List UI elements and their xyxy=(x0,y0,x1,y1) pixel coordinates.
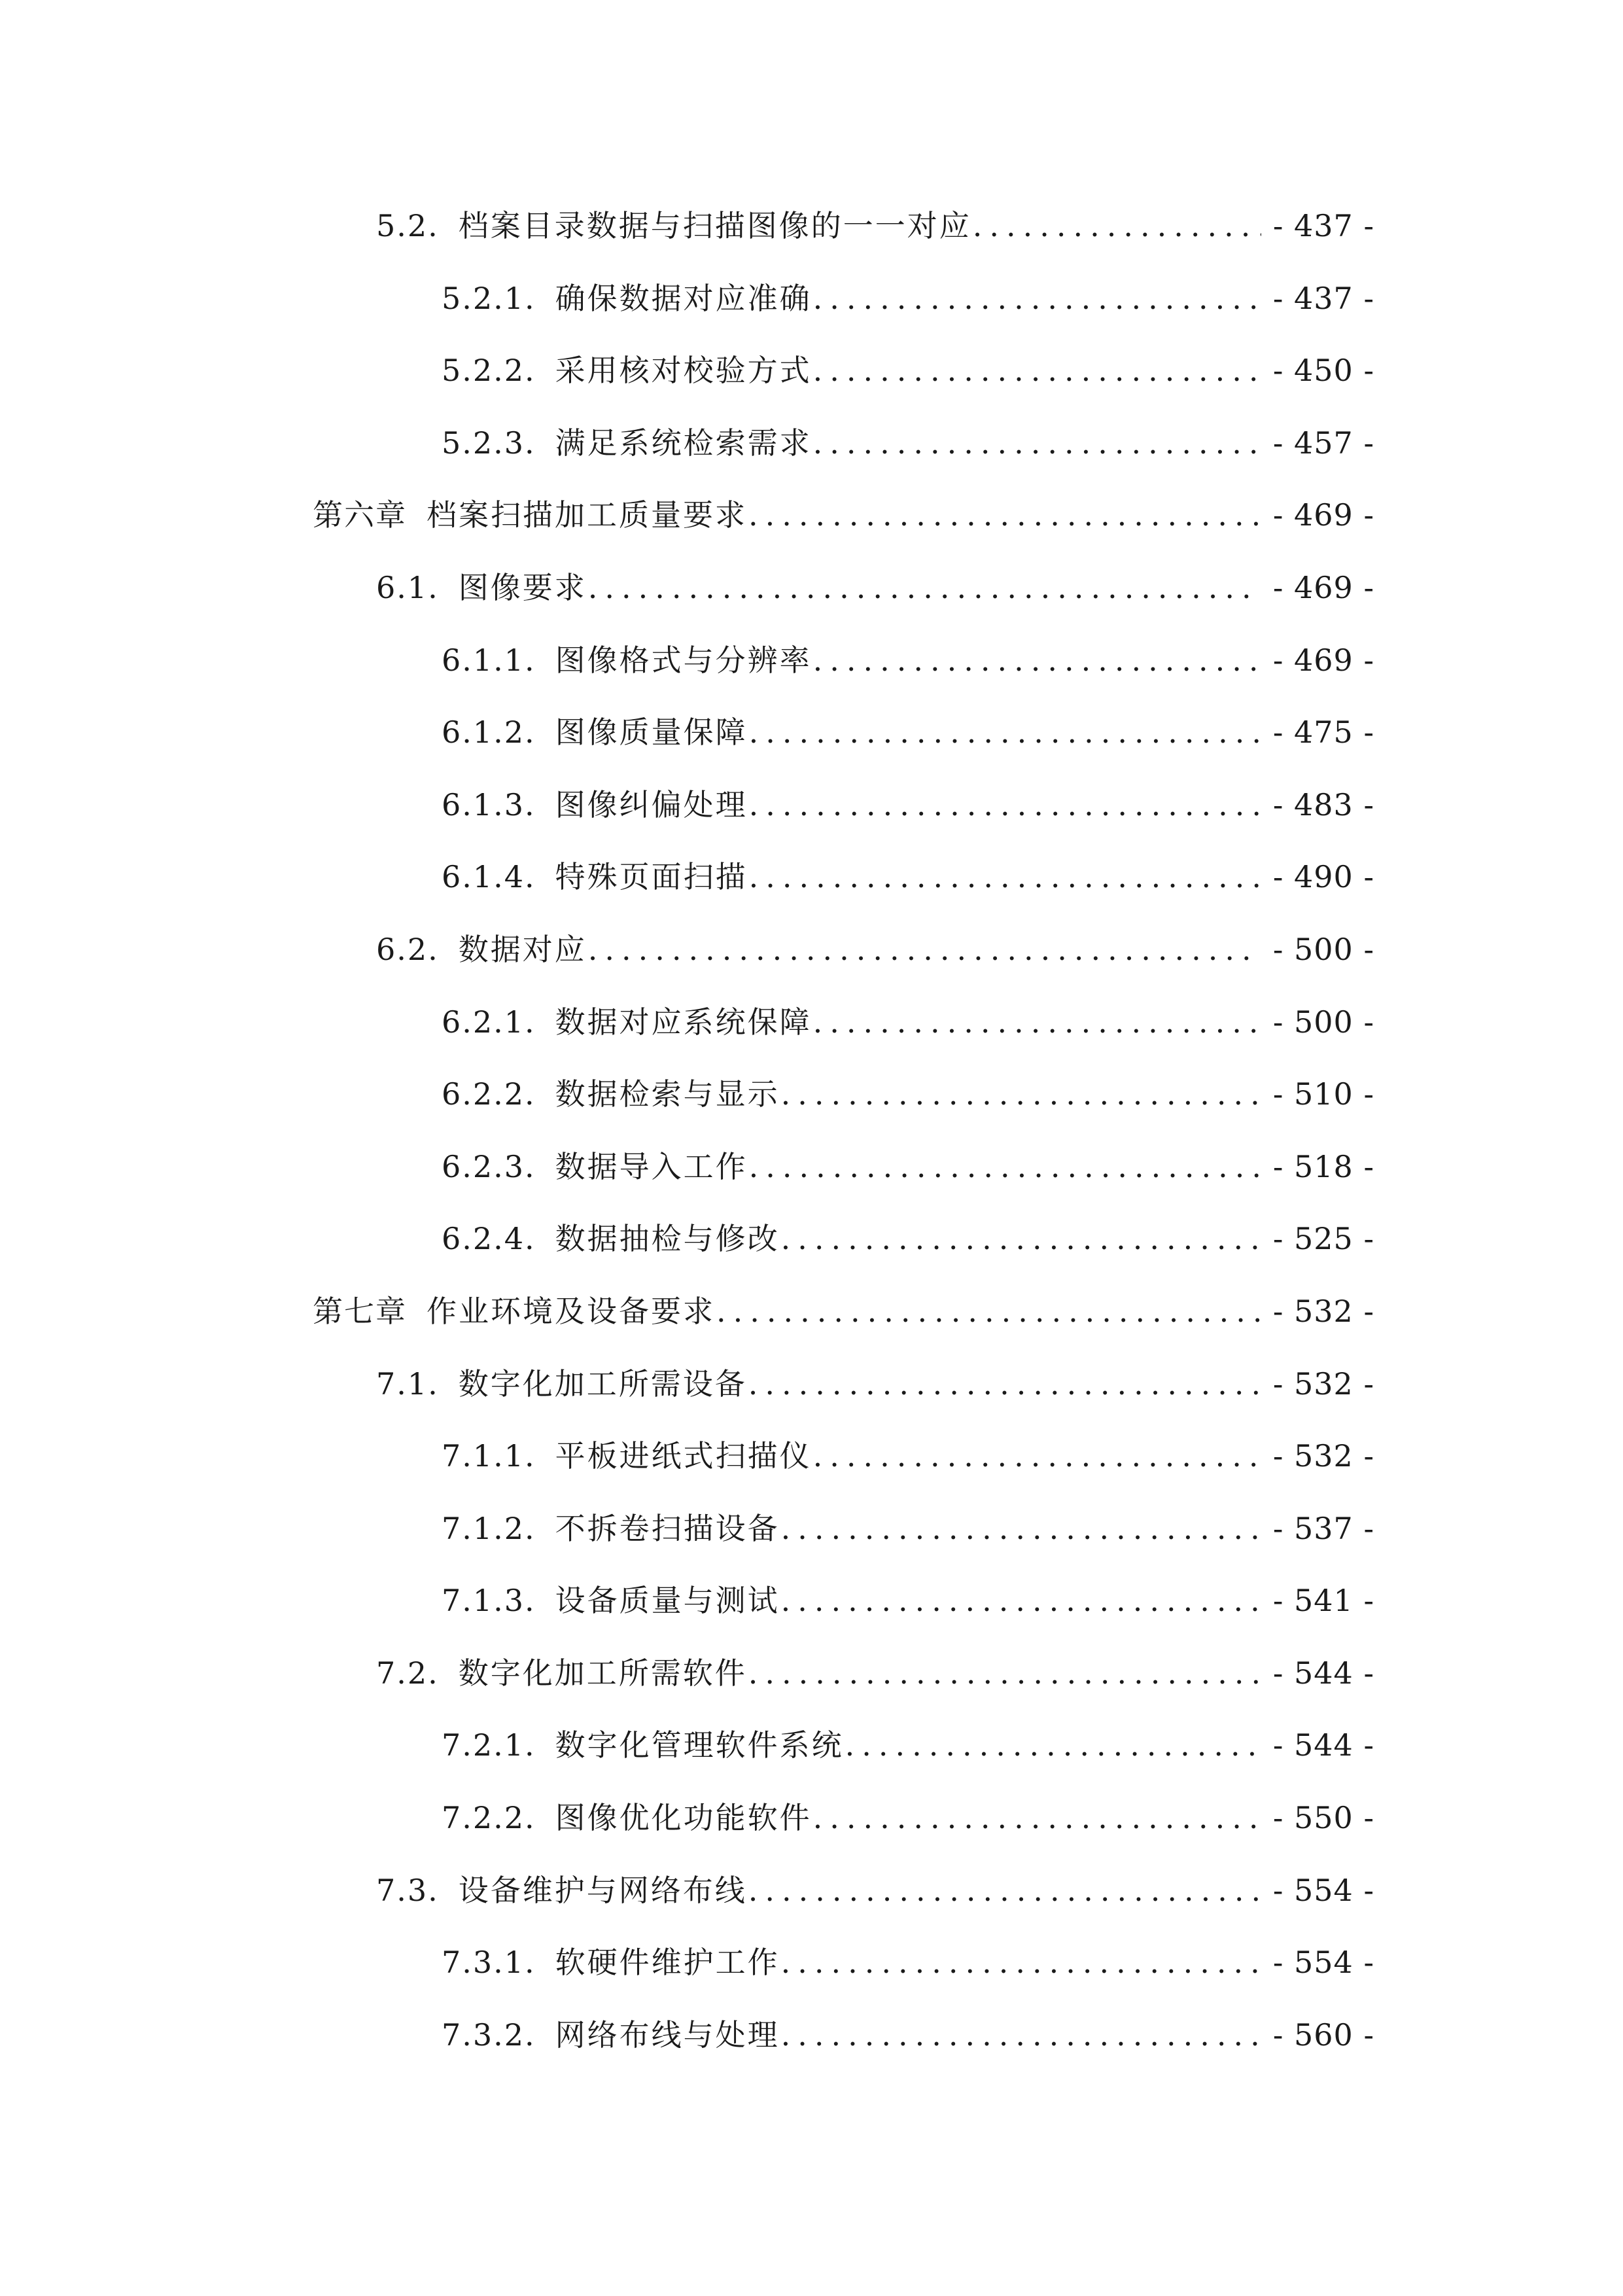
toc-entry-title: 数字化加工所需设备 xyxy=(458,1366,747,1402)
toc-entry-title: 数据导入工作 xyxy=(555,1148,748,1184)
toc-entry-number: 第七章 xyxy=(313,1293,407,1329)
toc-entry-content xyxy=(376,1348,1374,1421)
toc-dot-leader xyxy=(813,334,1261,407)
toc-entry-content xyxy=(442,1203,1374,1275)
toc-entry-content xyxy=(442,1999,1374,2072)
toc-entry-title: 图像优化功能软件 xyxy=(555,1800,812,1836)
toc-entry-content xyxy=(442,769,1374,841)
toc-entry-page-number: - 475 - xyxy=(1272,715,1374,751)
toc-entry-content xyxy=(442,1131,1374,1203)
toc-entry-content xyxy=(442,262,1374,335)
toc-subsection-entry[interactable] xyxy=(0,841,1623,913)
toc-entry-page-number: - 500 - xyxy=(1272,931,1374,967)
toc-entry-page-number: - 525 - xyxy=(1272,1221,1374,1257)
toc-section-entry[interactable] xyxy=(0,1348,1623,1421)
toc-entry-number: 6.2.2. xyxy=(442,1076,536,1112)
toc-subsection-entry[interactable] xyxy=(0,986,1623,1059)
toc-subsection-entry[interactable] xyxy=(0,696,1623,769)
toc-dot-leader xyxy=(716,1275,1261,1348)
toc-entry-number: 6.2.3. xyxy=(442,1148,536,1184)
toc-entry-content xyxy=(442,1492,1374,1565)
toc-entry-page-number: - 490 - xyxy=(1272,859,1374,895)
toc-entry-number: 6.1.1. xyxy=(442,642,536,678)
toc-dot-leader xyxy=(813,407,1261,480)
toc-entry-number: 7.3.2. xyxy=(442,2017,536,2053)
toc-entry-content xyxy=(442,696,1374,769)
toc-entry-page-number: - 457 - xyxy=(1272,425,1374,461)
toc-entry-page-number: - 560 - xyxy=(1272,2017,1374,2053)
toc-entry-number: 6.1.3. xyxy=(442,786,536,822)
toc-entry-number: 7.2.2. xyxy=(442,1800,536,1836)
toc-dot-leader xyxy=(781,1564,1261,1637)
toc-entry-page-number: - 469 - xyxy=(1272,569,1374,605)
toc-subsection-entry[interactable] xyxy=(0,1492,1623,1565)
toc-entry-content xyxy=(442,1709,1374,1782)
toc-entry-page-number: - 550 - xyxy=(1272,1800,1374,1836)
toc-entry-number: 5.2.1. xyxy=(442,280,536,316)
toc-entry-number: 6.1. xyxy=(376,569,439,605)
toc-section-entry[interactable] xyxy=(0,190,1623,262)
toc-entry-page-number: - 544 - xyxy=(1272,1727,1374,1763)
toc-entry-number: 7.1.2. xyxy=(442,1510,536,1546)
toc-entry-number: 5.2.3. xyxy=(442,425,536,461)
toc-entry-content xyxy=(376,1854,1374,1927)
toc-dot-leader xyxy=(749,769,1261,841)
toc-entry-title: 数字化管理软件系统 xyxy=(555,1727,844,1763)
toc-dot-leader xyxy=(749,1131,1261,1203)
toc-subsection-entry[interactable] xyxy=(0,262,1623,335)
toc-entry-title: 数字化加工所需软件 xyxy=(458,1655,747,1691)
toc-entry-page-number: - 544 - xyxy=(1272,1655,1374,1691)
toc-entry-number: 6.2.4. xyxy=(442,1221,536,1257)
toc-dot-leader xyxy=(748,1854,1261,1927)
toc-entry-number: 7.1.1. xyxy=(442,1438,536,1474)
toc-entry-number: 6.1.4. xyxy=(442,859,536,895)
toc-entry-number: 7.3. xyxy=(376,1872,439,1908)
toc-entry-title: 图像要求 xyxy=(458,569,587,605)
toc-entry-number: 7.2. xyxy=(376,1655,439,1691)
toc-subsection-entry[interactable] xyxy=(0,1203,1623,1275)
toc-dot-leader xyxy=(781,1926,1261,1999)
toc-entry-number: 6.2. xyxy=(376,931,439,967)
toc-entry-content xyxy=(313,1275,1374,1348)
toc-entry-page-number: - 554 - xyxy=(1272,1945,1374,1981)
toc-entry-title: 图像纠偏处理 xyxy=(555,786,748,822)
toc-dot-leader xyxy=(749,841,1261,913)
toc-entry-number: 5.2.2. xyxy=(442,353,536,389)
toc-subsection-entry[interactable] xyxy=(0,1420,1623,1492)
toc-entry-title: 档案目录数据与扫描图像的一一对应 xyxy=(458,208,971,243)
toc-entry-content xyxy=(376,913,1374,986)
toc-entry-content xyxy=(442,334,1374,407)
toc-entry-title: 设备质量与测试 xyxy=(555,1583,780,1619)
toc-subsection-entry[interactable] xyxy=(0,1058,1623,1131)
toc-dot-leader xyxy=(749,696,1261,769)
toc-subsection-entry[interactable] xyxy=(0,624,1623,697)
toc-entry-title: 网络布线与处理 xyxy=(555,2017,780,2053)
toc-section-entry[interactable] xyxy=(0,913,1623,986)
toc-entry-title: 图像格式与分辨率 xyxy=(555,642,812,678)
toc-entry-title: 确保数据对应准确 xyxy=(555,280,812,316)
toc-entry-number: 7.2.1. xyxy=(442,1727,536,1763)
toc-entry-title: 平板进纸式扫描仪 xyxy=(555,1438,812,1474)
toc-entry-title: 设备维护与网络布线 xyxy=(458,1872,747,1908)
toc-entry-content xyxy=(442,1420,1374,1492)
toc-subsection-entry[interactable] xyxy=(0,334,1623,407)
toc-entry-content xyxy=(442,1564,1374,1637)
toc-subsection-entry[interactable] xyxy=(0,769,1623,841)
toc-entry-page-number: - 532 - xyxy=(1272,1293,1374,1329)
toc-entry-page-number: - 469 - xyxy=(1272,497,1374,533)
toc-entry-content xyxy=(376,1637,1374,1710)
toc-entry-content xyxy=(376,552,1374,624)
toc-entry-content xyxy=(376,190,1374,262)
toc-dot-leader xyxy=(781,1058,1261,1131)
toc-entry-number: 7.1.3. xyxy=(442,1583,536,1619)
toc-entry-title: 数据对应 xyxy=(458,931,587,967)
toc-dot-leader xyxy=(781,1999,1261,2072)
toc-entry-content xyxy=(442,407,1374,480)
toc-dot-leader xyxy=(748,479,1261,552)
toc-subsection-entry[interactable] xyxy=(0,1782,1623,1854)
toc-entry-page-number: - 518 - xyxy=(1272,1148,1374,1184)
toc-entry-page-number: - 500 - xyxy=(1272,1004,1374,1040)
toc-entry-title: 特殊页面扫描 xyxy=(555,859,748,895)
toc-entry-number: 7.3.1. xyxy=(442,1945,536,1981)
toc-entry-number: 第六章 xyxy=(313,497,407,533)
toc-dot-leader xyxy=(748,1348,1261,1421)
toc-entry-page-number: - 510 - xyxy=(1272,1076,1374,1112)
toc-entry-title: 软硬件维护工作 xyxy=(555,1945,780,1981)
toc-entry-page-number: - 532 - xyxy=(1272,1366,1374,1402)
toc-entry-title: 档案扫描加工质量要求 xyxy=(427,497,747,533)
toc-entry-page-number: - 450 - xyxy=(1272,353,1374,389)
toc-entry-page-number: - 537 - xyxy=(1272,1510,1374,1546)
toc-dot-leader xyxy=(813,624,1261,697)
toc-subsection-entry[interactable] xyxy=(0,1926,1623,1999)
toc-subsection-entry[interactable] xyxy=(0,1709,1623,1782)
toc-dot-leader xyxy=(813,1782,1261,1854)
toc-entry-number: 6.1.2. xyxy=(442,715,536,751)
toc-subsection-entry[interactable] xyxy=(0,1131,1623,1203)
toc-entry-content xyxy=(313,479,1374,552)
toc-entry-title: 作业环境及设备要求 xyxy=(427,1293,715,1329)
toc-entry-page-number: - 483 - xyxy=(1272,786,1374,822)
toc-dot-leader xyxy=(813,262,1261,335)
toc-dot-leader xyxy=(748,1637,1261,1710)
toc-dot-leader xyxy=(781,1492,1261,1565)
toc-entry-content xyxy=(442,1058,1374,1131)
toc-dot-leader xyxy=(588,552,1261,624)
toc-entry-title: 不拆卷扫描设备 xyxy=(555,1510,780,1546)
toc-subsection-entry[interactable] xyxy=(0,1999,1623,2072)
toc-chapter-entry[interactable] xyxy=(0,1275,1623,1348)
toc-entry-page-number: - 541 - xyxy=(1272,1583,1374,1619)
toc-dot-leader xyxy=(588,913,1261,986)
toc-entry-content xyxy=(442,841,1374,913)
toc-subsection-entry[interactable] xyxy=(0,1564,1623,1637)
toc-dot-leader xyxy=(845,1709,1261,1782)
toc-section-entry[interactable] xyxy=(0,552,1623,624)
toc-section-entry[interactable] xyxy=(0,1854,1623,1927)
toc-entry-title: 采用核对校验方式 xyxy=(555,353,812,389)
toc-dot-leader xyxy=(781,1203,1261,1275)
toc-entry-content xyxy=(442,986,1374,1059)
toc-entry-title: 数据对应系统保障 xyxy=(555,1004,812,1040)
toc-entry-title: 图像质量保障 xyxy=(555,715,748,751)
toc-entry-page-number: - 469 - xyxy=(1272,642,1374,678)
toc-section-entry[interactable] xyxy=(0,1637,1623,1710)
toc-entry-page-number: - 437 - xyxy=(1272,208,1374,243)
toc-entry-number: 5.2. xyxy=(376,208,439,243)
toc-entry-content xyxy=(442,1782,1374,1854)
toc-entry-content xyxy=(442,1926,1374,1999)
toc-entry-number: 6.2.1. xyxy=(442,1004,536,1040)
toc-entry-page-number: - 437 - xyxy=(1272,280,1374,316)
toc-dot-leader xyxy=(973,190,1261,262)
toc-dot-leader xyxy=(813,986,1261,1059)
toc-entry-page-number: - 532 - xyxy=(1272,1438,1374,1474)
toc-entry-title: 数据检索与显示 xyxy=(555,1076,780,1112)
toc-entry-content xyxy=(442,624,1374,697)
toc-entry-title: 数据抽检与修改 xyxy=(555,1221,780,1257)
toc-subsection-entry[interactable] xyxy=(0,407,1623,480)
toc-chapter-entry[interactable] xyxy=(0,479,1623,552)
toc-entry-title: 满足系统检索需求 xyxy=(555,425,812,461)
toc-dot-leader xyxy=(813,1420,1261,1492)
table-of-contents xyxy=(0,190,1623,2071)
toc-entry-page-number: - 554 - xyxy=(1272,1872,1374,1908)
toc-entry-number: 7.1. xyxy=(376,1366,439,1402)
